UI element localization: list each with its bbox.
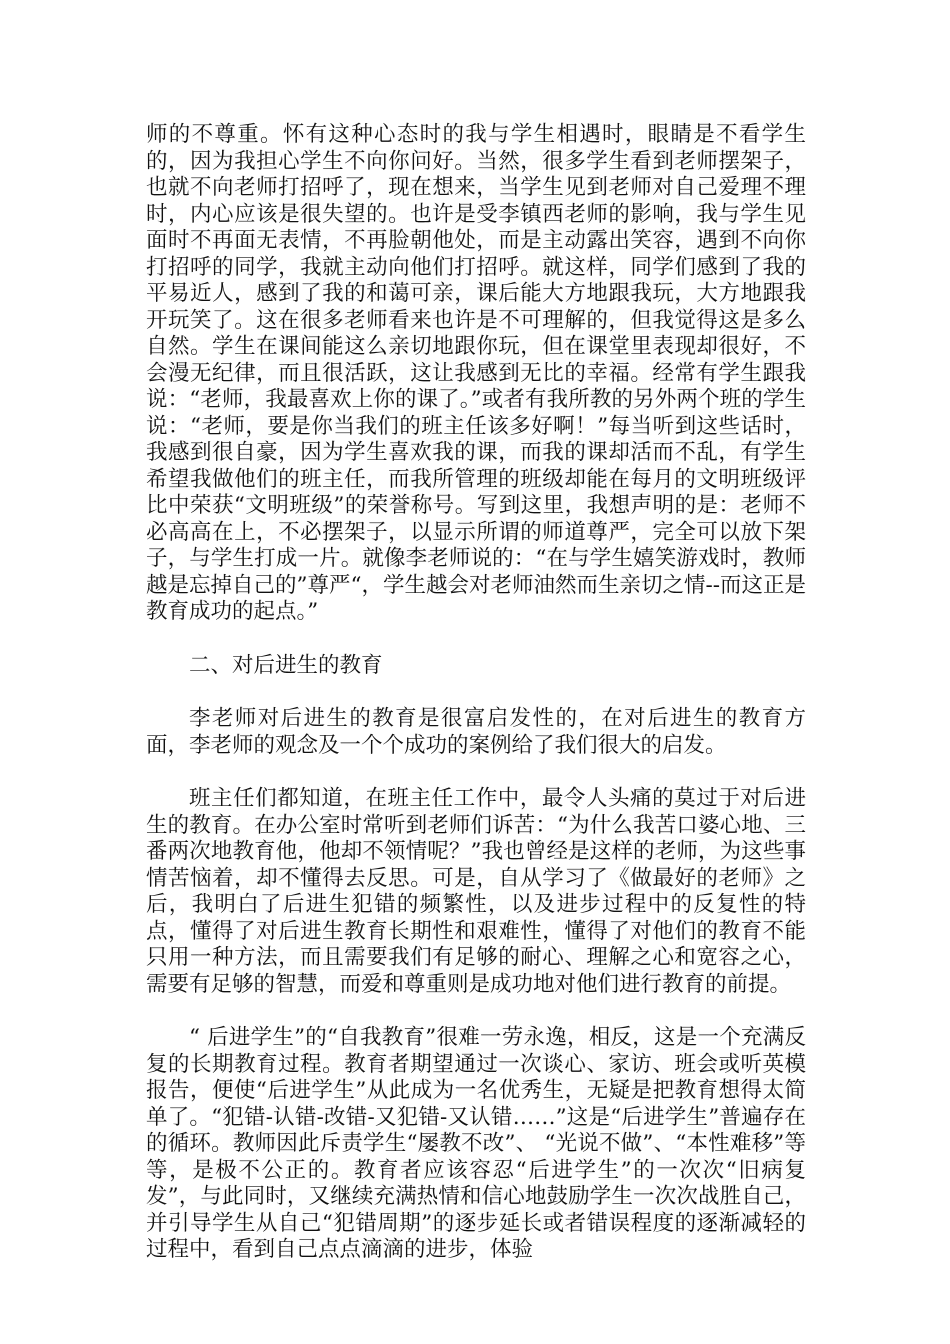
paragraph-teacher-respect: 师的不尊重。怀有这种心态时的我与学生相遇时，眼睛是不看学生的，因为我担心学生不向你问好。当然，很多学生看到老师摆架子，也就不向老师打招呼了，现在想来，当学生见到老师对自己爱理不理时，内心应该是很失望的。也许是受李镇西老师的影响，我与学生见面时不再面无表情，不再脸朝他处，而是主动露出笑容，遇到不向你打招呼的同学，我就主动向他们打招呼。就这样，同学们感到了我的平易近人，感到了我的和蔼可亲，课后能大方地跟我玩，大方地跟我开玩笑了。这在很多老师看来也许是不可理解的，但我觉得这是多么自然。学生在课间能这么亲切地跟你玩，但在课堂里表现却很好，不会漫无纪律，而且很活跃，这让我感到无比的幸福。经常有学生跟我说：“老师，我最喜欢上你的课了。”或者有我所教的另外两个班的学生说：“老师，要是你当我们的班主任该多好啊！”每当听到这些话时，我感到很自豪，因为学生喜欢我的课，而我的课却活而不乱，有学生希望我做他们的班主任，而我所管理的班级却能在每月的文明班级评比中荣获“文明班级”的荣誉称号。写到这里，我想声明的是：老师不必高高在上，不必摆架子，以显示所谓的师道尊严，完全可以放下架子，与学生打成一片。就像李老师说的：“在与学生嬉笑游戏时，教师越是忘掉自己的”尊严“，学生越会对老师油然而生亲切之情--而这正是教育成功的起点。” — [146, 122, 807, 624]
paragraph-headteacher-challenges: 班主任们都知道，在班主任工作中，最令人头痛的莫过于对后进生的教育。在办公室时常听到老师们诉苦：“为什么我苦口婆心地、三番两次地教育他，他却不领情呢？”我也曾经是这样的老师，为这些事情苦恼着，却不懂得去反思。可是，自从学习了《做最好的老师》之后，我明白了后进生犯错的频繁性，以及进步过程中的反复性的特点，懂得了对后进生教育长期性和艰难性，懂得了对他们的教育不能只用一种方法，而且需要我们有足够的耐心、理解之心和宽容之心，需要有足够的智慧，而爱和尊重则是成功地对他们进行教育的前提。 — [146, 786, 806, 997]
paragraph-self-education: “ 后进学生”的“自我教育”很难一劳永逸，相反，这是一个充满反复的长期教育过程。教育者期望通过一次谈心、家访、班会或听英模报告，便使“后进学生”从此成为一名优秀生，无疑是把教育想得太简单了。“犯错-认错-改错-又犯错-又认错……”这是“后进学生”普遍存在的循环。教师因此斥责学生“屡教不改”、 “光说不做”、“本性难移”等等，是极不公正的。教育者应该容忍“后进学生”的一次次“旧病复发”，与此同时，又继续充满热情和信心地鼓励学生一次次战胜自己，并引导学生从自己“犯错周期”的逐步延长或者错误程度的逐渐减轻的过程中，看到自己点点滴滴的进步，体验 — [146, 1025, 806, 1262]
paragraph-li-teacher-inspiration: 李老师对后进生的教育是很富启发性的，在对后进生的教育方面，李老师的观念及一个个成功的案例给了我们很大的启发。 — [146, 706, 806, 758]
section-heading-underachievers: 二、对后进生的教育 — [189, 652, 383, 678]
document-page — [146, 122, 806, 1264]
